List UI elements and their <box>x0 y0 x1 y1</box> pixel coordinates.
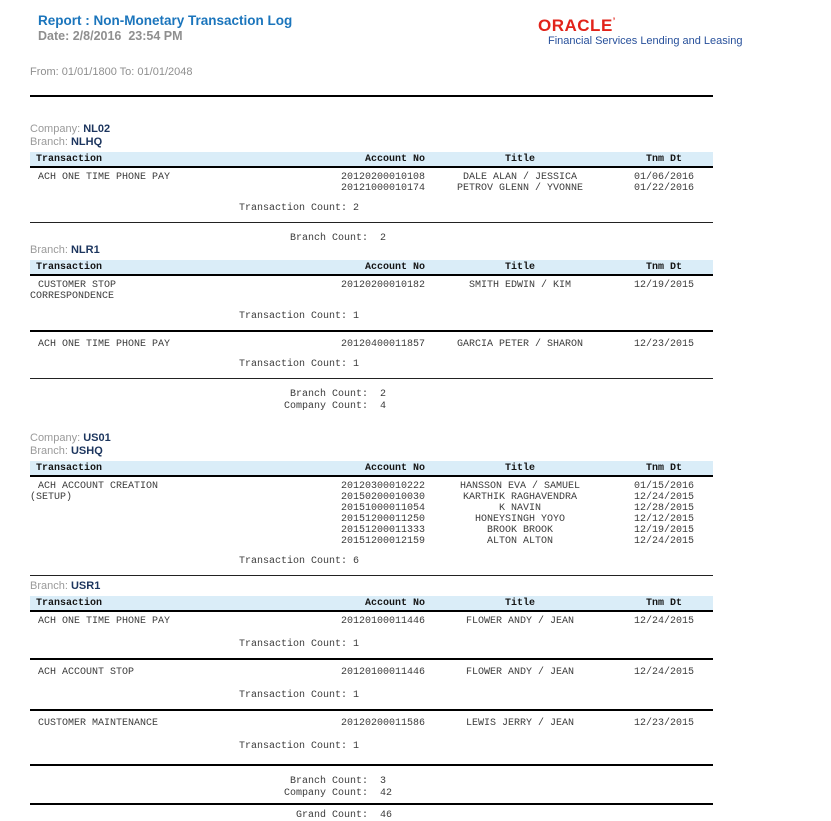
cell-date: 12/24/2015 <box>633 492 694 503</box>
cell-date: 01/22/2016 <box>633 183 694 194</box>
cell-title: FLOWER ANDY / JEAN <box>465 616 575 627</box>
branch-count-label: Branch Count: <box>289 389 368 400</box>
report-body <box>30 66 713 821</box>
branch-count-line <box>30 389 713 400</box>
cell-transaction: ACH ACCOUNT STOP <box>38 667 135 678</box>
column-header-account-no: Account No <box>364 597 425 609</box>
transaction-count-line <box>30 311 713 322</box>
cell-title: BROOK BROOK <box>486 525 553 536</box>
transaction-count-value: 1 <box>353 359 360 370</box>
transaction-count-label: Transaction Count: <box>238 690 347 701</box>
table-row <box>30 514 713 525</box>
oracle-logo-text: ORACLE <box>538 16 613 35</box>
branch-line <box>30 445 713 458</box>
date-range: From: 01/01/1800 To: 01/01/2048 <box>30 66 193 78</box>
table-row <box>30 525 713 536</box>
cell-date: 01/15/2016 <box>633 481 694 492</box>
cell-title: GARCIA PETER / SHARON <box>456 339 584 350</box>
cell-title <box>425 291 615 302</box>
page-title: Report : Non-Monetary Transaction Log <box>38 13 293 28</box>
horizontal-rule <box>30 378 713 379</box>
company-count-label: Company Count: <box>283 401 368 412</box>
cell-date: 12/23/2015 <box>633 718 694 729</box>
cell-account: 20121000010174 <box>340 183 425 194</box>
cell-transaction <box>30 503 330 514</box>
cell-transaction: ACH ONE TIME PHONE PAY <box>38 172 171 183</box>
branch-line <box>30 244 713 257</box>
cell-title: DALE ALAN / JESSICA <box>462 172 578 183</box>
cell-title: PETROV GLENN / YVONNE <box>456 183 584 194</box>
transaction-count-line <box>30 741 713 752</box>
cell-transaction <box>30 536 330 547</box>
cell-account: 20151200011250 <box>340 514 425 525</box>
branch-count-label: Branch Count: <box>289 233 368 244</box>
cell-title: KARTHIK RAGHAVENDRA <box>462 492 578 503</box>
cell-date: 12/12/2015 <box>633 514 694 525</box>
transaction-count-line <box>30 359 713 370</box>
transaction-count-line <box>30 203 713 214</box>
cell-transaction: CORRESPONDENCE <box>30 291 115 302</box>
company-value: US01 <box>83 432 111 444</box>
cell-transaction <box>30 514 330 525</box>
cell-account: 20151200012159 <box>340 536 425 547</box>
report-date: Date: 2/8/2016 23:54 PM <box>38 29 183 43</box>
cell-account: 20120300010222 <box>340 481 425 492</box>
table-row <box>30 667 713 678</box>
cell-title: LEWIS JERRY / JEAN <box>465 718 575 729</box>
cell-account: 20120400011857 <box>340 339 425 350</box>
horizontal-rule <box>30 222 713 223</box>
table-header-row <box>30 152 713 168</box>
table-row <box>30 718 713 729</box>
company-count-line <box>30 401 713 412</box>
branch-line <box>30 580 713 593</box>
cell-date: 12/28/2015 <box>633 503 694 514</box>
cell-date: 12/19/2015 <box>633 280 694 291</box>
branch-count-line <box>30 233 713 244</box>
column-header-transaction: Transaction <box>36 261 103 273</box>
column-header-title: Title <box>504 153 535 165</box>
cell-title: K NAVIN <box>498 503 541 514</box>
column-header-title: Title <box>504 597 535 609</box>
branch-count-value: 2 <box>380 233 387 244</box>
branch-line <box>30 136 713 149</box>
transaction-count-value: 1 <box>353 741 360 752</box>
horizontal-rule <box>30 658 713 660</box>
transaction-count-line <box>30 690 713 701</box>
transaction-count-value: 1 <box>353 690 360 701</box>
column-header-tnm-dt: Tnm Dt <box>645 462 682 474</box>
cell-title: ALTON ALTON <box>486 536 553 547</box>
table-header-row <box>30 461 713 477</box>
cell-transaction <box>30 525 330 536</box>
oracle-logo-mark-icon: ’ <box>612 16 616 26</box>
branch-count-value: 3 <box>380 776 387 787</box>
horizontal-rule <box>30 575 713 576</box>
cell-date: 12/24/2015 <box>633 667 694 678</box>
transaction-count-value: 6 <box>353 556 360 567</box>
cell-date: 12/23/2015 <box>633 339 694 350</box>
table-row <box>30 492 713 503</box>
branch-label: Branch: <box>30 244 68 256</box>
horizontal-rule <box>30 330 713 332</box>
company-line <box>30 432 713 445</box>
branch-count-label: Branch Count: <box>289 776 368 787</box>
cell-account <box>330 291 425 302</box>
table-row <box>30 291 713 302</box>
horizontal-rule <box>30 803 713 805</box>
cell-account: 20150200010030 <box>340 492 425 503</box>
column-header-account-no: Account No <box>364 462 425 474</box>
column-header-transaction: Transaction <box>36 462 103 474</box>
cell-account: 20120200010182 <box>340 280 425 291</box>
transaction-count-label: Transaction Count: <box>238 741 347 752</box>
column-header-tnm-dt: Tnm Dt <box>645 261 682 273</box>
table-row <box>30 280 713 291</box>
column-header-tnm-dt: Tnm Dt <box>645 153 682 165</box>
column-header-account-no: Account No <box>364 261 425 273</box>
company-count-value: 42 <box>380 788 393 799</box>
branch-label: Branch: <box>30 580 68 592</box>
cell-account: 20151000011054 <box>340 503 425 514</box>
horizontal-rule <box>30 709 713 711</box>
company-value: NL02 <box>83 123 111 135</box>
table-row <box>30 339 713 350</box>
table-header-row <box>30 596 713 612</box>
transaction-count-label: Transaction Count: <box>238 203 347 214</box>
table-header-row <box>30 260 713 276</box>
transaction-count-value: 1 <box>353 639 360 650</box>
cell-transaction: ACH ACCOUNT CREATION <box>38 481 159 492</box>
cell-title: FLOWER ANDY / JEAN <box>465 667 575 678</box>
cell-transaction: CUSTOMER MAINTENANCE <box>38 718 159 729</box>
cell-date <box>615 291 713 302</box>
company-line <box>30 123 713 136</box>
horizontal-rule <box>30 764 713 766</box>
column-header-tnm-dt: Tnm Dt <box>645 597 682 609</box>
cell-account: 20120200011586 <box>340 718 425 729</box>
cell-account: 20120100011446 <box>340 616 425 627</box>
report-header-right <box>538 13 742 48</box>
cell-title: HONEYSINGH YOYO <box>474 514 565 525</box>
transaction-count-value: 1 <box>353 311 360 322</box>
cell-title: SMITH EDWIN / KIM <box>468 280 572 291</box>
cell-date: 01/06/2016 <box>633 172 694 183</box>
branch-label: Branch: <box>30 136 68 148</box>
company-label: Company: <box>30 432 81 444</box>
branch-label: Branch: <box>30 445 68 457</box>
cell-account: 20151200011333 <box>340 525 425 536</box>
table-row <box>30 481 713 492</box>
cell-account: 20120200010108 <box>340 172 425 183</box>
report-header-left <box>38 13 292 44</box>
column-header-transaction: Transaction <box>36 153 103 165</box>
transaction-count-label: Transaction Count: <box>238 639 347 650</box>
company-count-line <box>30 788 713 799</box>
oracle-tagline: Financial Services Lending and Leasing <box>548 35 743 47</box>
transaction-count-label: Transaction Count: <box>238 311 347 322</box>
column-header-transaction: Transaction <box>36 597 103 609</box>
table-row <box>30 172 713 183</box>
cell-date: 12/24/2015 <box>633 536 694 547</box>
cell-date: 12/19/2015 <box>633 525 694 536</box>
grand-count-line <box>30 810 713 821</box>
column-header-title: Title <box>504 261 535 273</box>
cell-transaction: ACH ONE TIME PHONE PAY <box>38 339 171 350</box>
company-count-value: 4 <box>380 401 387 412</box>
horizontal-rule <box>30 95 713 97</box>
branch-value: USR1 <box>70 580 101 592</box>
transaction-count-line <box>30 556 713 567</box>
company-label: Company: <box>30 123 81 135</box>
transaction-count-line <box>30 639 713 650</box>
transaction-count-label: Transaction Count: <box>238 556 347 567</box>
company-count-label: Company Count: <box>283 788 368 799</box>
branch-value: NLHQ <box>70 136 103 148</box>
cell-title: HANSSON EVA / SAMUEL <box>459 481 581 492</box>
table-row <box>30 616 713 627</box>
branch-value: NLR1 <box>70 244 100 256</box>
column-header-account-no: Account No <box>364 153 425 165</box>
column-header-title: Title <box>504 462 535 474</box>
branch-value: USHQ <box>70 445 103 457</box>
grand-count-value: 46 <box>380 810 393 821</box>
cell-transaction: CUSTOMER STOP <box>38 280 117 291</box>
transaction-count-label: Transaction Count: <box>238 359 347 370</box>
table-row <box>30 503 713 514</box>
oracle-logo <box>538 13 742 34</box>
transaction-count-value: 2 <box>353 203 360 214</box>
grand-count-label: Grand Count: <box>295 810 368 821</box>
branch-count-line <box>30 776 713 787</box>
cell-date: 12/24/2015 <box>633 616 694 627</box>
cell-account: 20120100011446 <box>340 667 425 678</box>
cell-transaction <box>30 183 330 194</box>
cell-transaction: ACH ONE TIME PHONE PAY <box>38 616 171 627</box>
table-row <box>30 183 713 194</box>
table-row <box>30 536 713 547</box>
cell-transaction: (SETUP) <box>30 492 73 503</box>
branch-count-value: 2 <box>380 389 387 400</box>
